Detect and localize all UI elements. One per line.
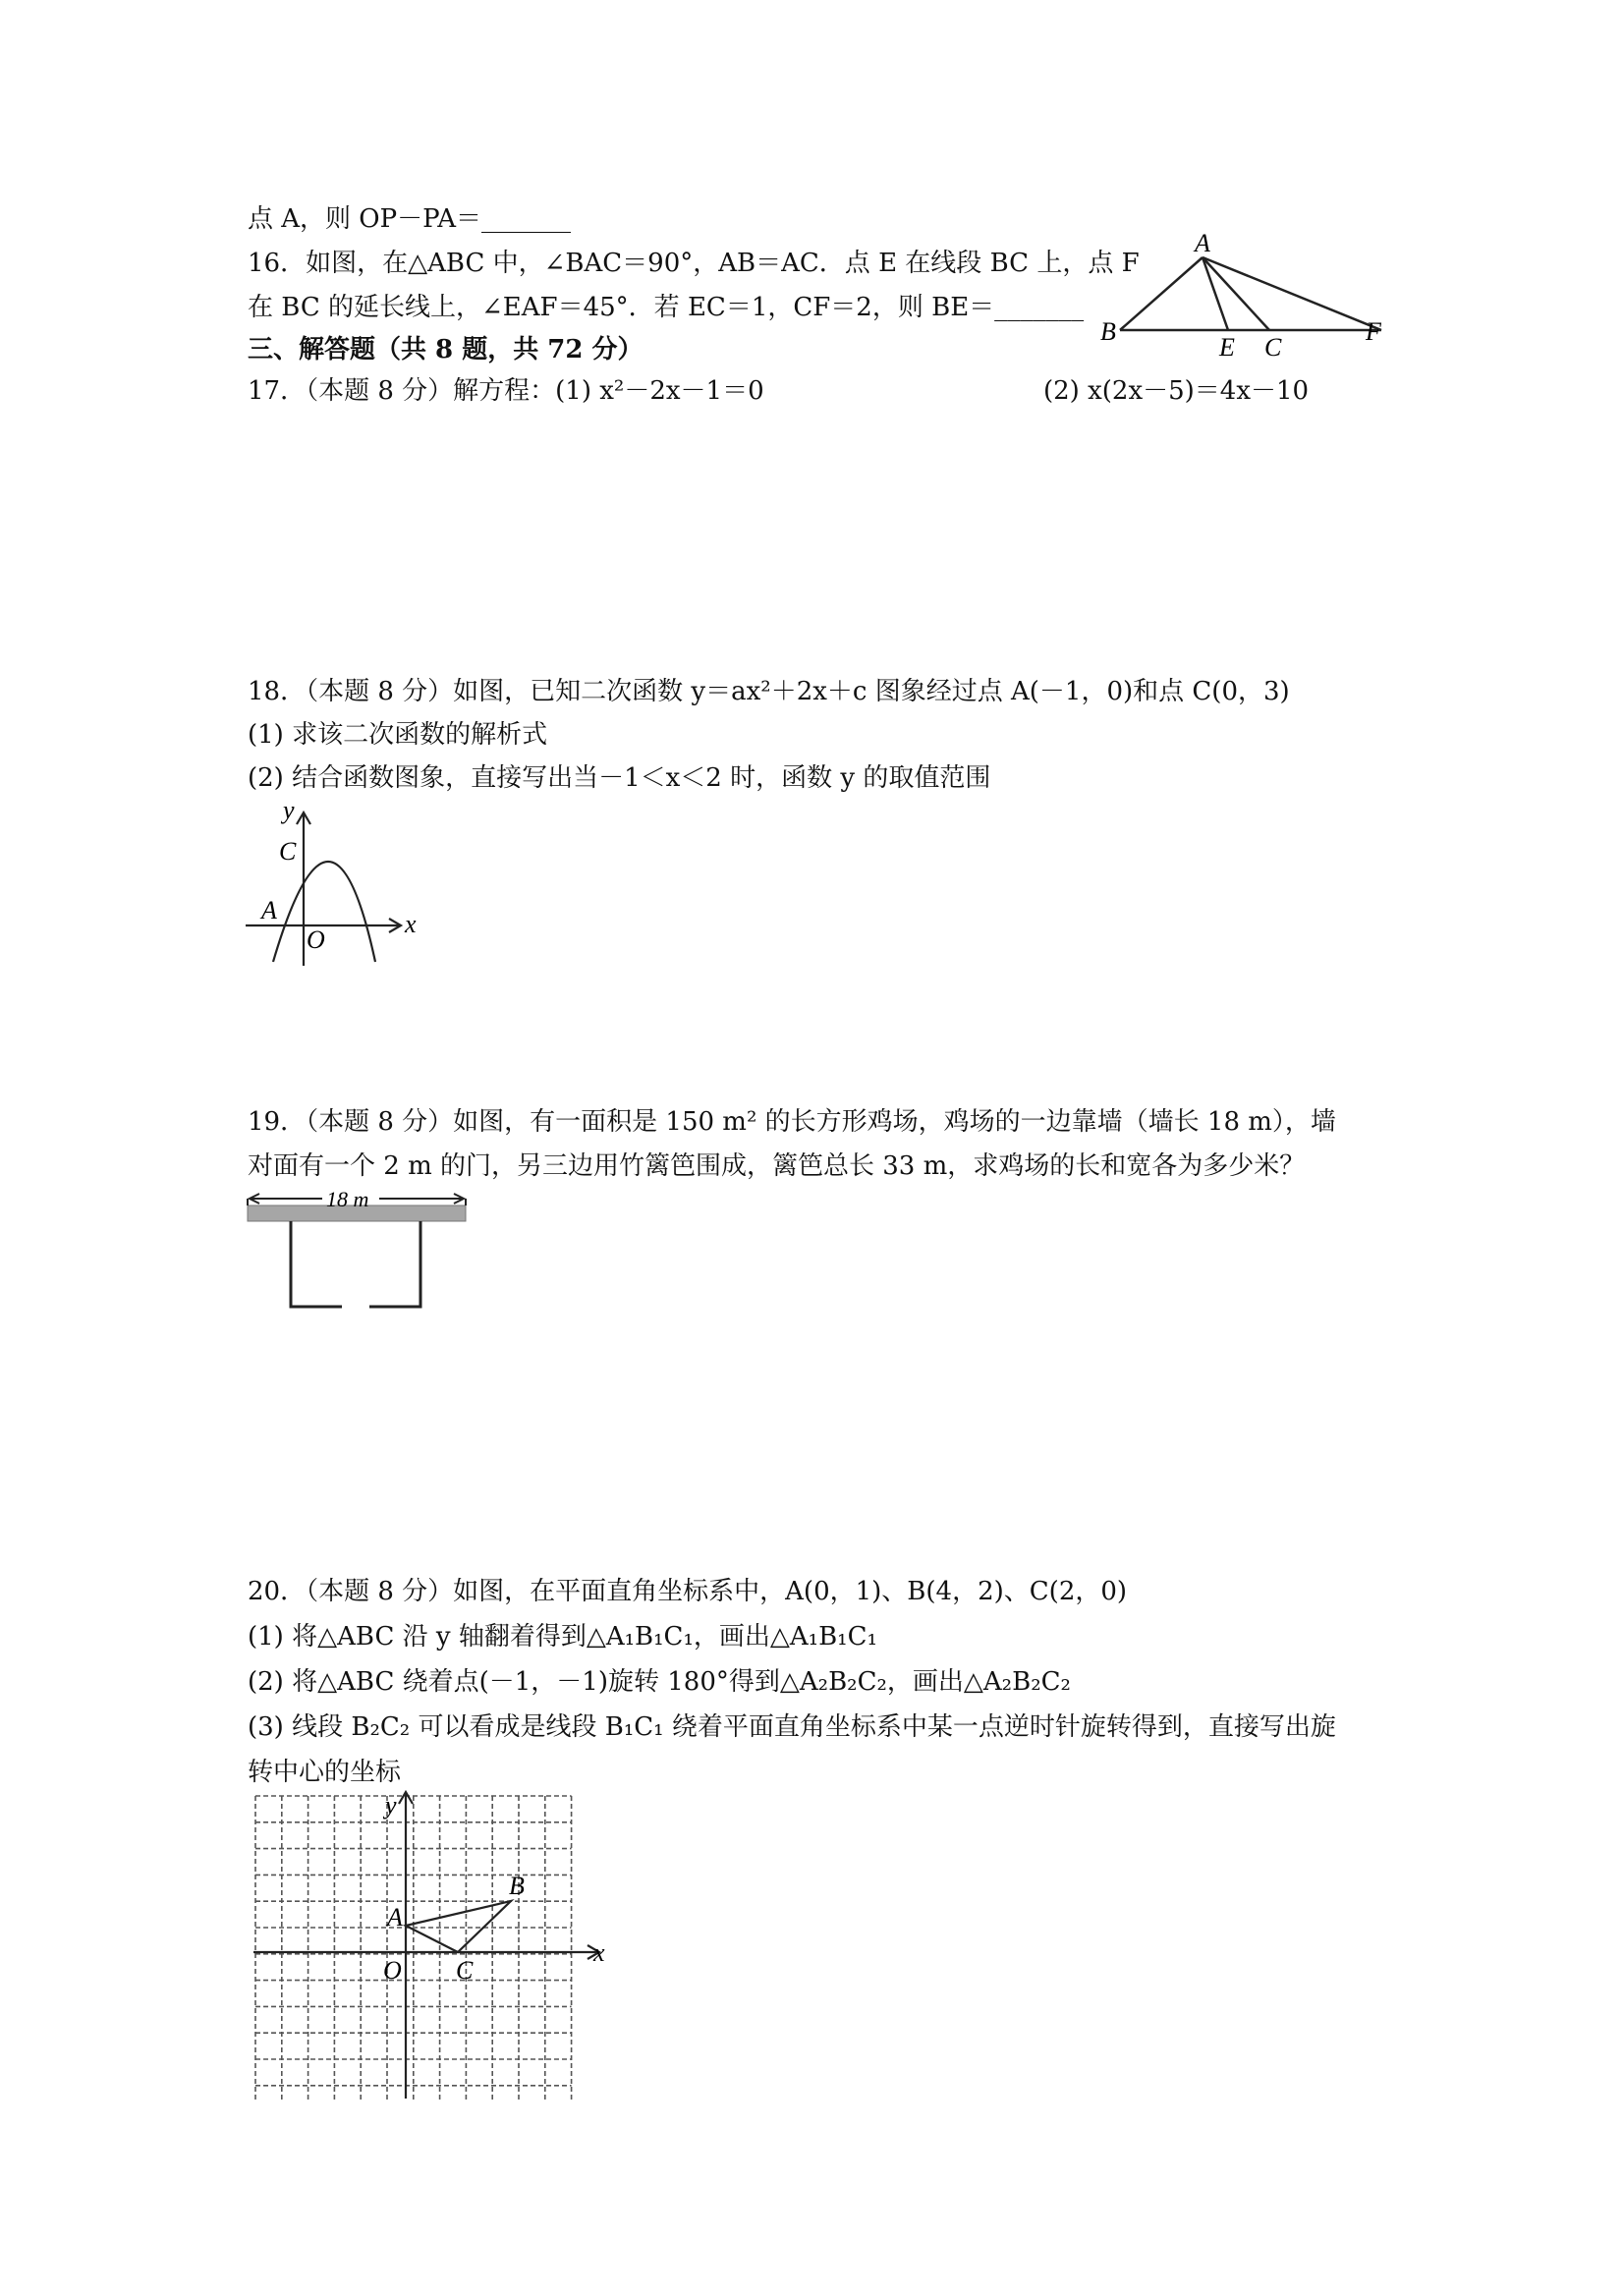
label-o: O	[307, 925, 325, 954]
q17-part-2: (2) x(2x－5)＝4x－10	[1043, 376, 1310, 406]
label-e: E	[1219, 333, 1235, 362]
q20-grid-figure	[248, 1788, 621, 2102]
axis-y-label: y	[283, 801, 295, 824]
q18-part-2: (2) 结合函数图象，直接写出当－1＜x＜2 时，函数 y 的取值范围	[248, 763, 991, 793]
axis-x-label: x	[405, 910, 417, 938]
q15-tail: 点 A，则 OP－PA＝_______	[248, 204, 571, 234]
axis-x-label: x	[593, 1938, 605, 1967]
q20-part-2: (2) 将△ABC 绕着点(－1，－1)旋转 180°得到△A₂B₂C₂，画出△A₂B₂C₂	[248, 1667, 1071, 1697]
label-o: O	[383, 1956, 402, 1985]
q17-part-1: 17．（本题 8 分）解方程：(1) x²－2x－1＝0	[248, 376, 764, 406]
label-f: F	[1366, 317, 1381, 346]
label-c: C	[279, 837, 297, 866]
dashed-grid	[255, 1796, 572, 2102]
label-a: A	[387, 1903, 403, 1932]
label-b: B	[1100, 317, 1116, 346]
q16-line-2: 在 BC 的延长线上，∠EAF＝45°．若 EC＝1，CF＝2，则 BE＝_______	[248, 293, 1085, 322]
label-c: C	[456, 1956, 474, 1985]
label-a: A	[261, 896, 277, 924]
q18-parabola-figure	[236, 801, 432, 968]
q19-farm-figure	[244, 1184, 479, 1316]
axis-y-label: y	[385, 1791, 397, 1820]
wall-length-label: 18 m	[326, 1187, 369, 1211]
label-a: A	[1195, 229, 1210, 257]
q16-line-1: 16．如图，在△ABC 中，∠BAC＝90°，AB＝AC．点 E 在线段 BC 上，点 F	[248, 249, 1140, 278]
q20-part-3-cont: 转中心的坐标	[248, 1758, 402, 1787]
label-b: B	[509, 1872, 525, 1900]
q18-stem: 18．（本题 8 分）如图，已知二次函数 y＝ax²＋2x＋c 图象经过点 A(－1，0)和点 C(0，3)	[248, 677, 1290, 706]
q18-part-1: (1) 求该二次函数的解析式	[248, 720, 548, 750]
q20-part-3: (3) 线段 B₂C₂ 可以看成是线段 B₁C₁ 绕着平面直角坐标系中某一点逆时针旋转得到，直接写出旋	[248, 1712, 1336, 1742]
section-heading: 三、解答题（共 8 题，共 72 分）	[248, 335, 644, 364]
q19-line-2: 对面有一个 2 m 的门，另三边用竹篱笆围成，篱笆总长 33 m，求鸡场的长和宽各为多少米？	[248, 1151, 1306, 1181]
q16-triangle-figure	[1100, 224, 1405, 362]
q19-line-1: 19．（本题 8 分）如图，有一面积是 150 m² 的长方形鸡场，鸡场的一边靠墙（墙长 18 m），墙	[248, 1107, 1336, 1137]
label-c: C	[1264, 333, 1282, 362]
q20-part-1: (1) 将△ABC 沿 y 轴翻着得到△A₁B₁C₁，画出△A₁B₁C₁	[248, 1622, 877, 1652]
q20-stem: 20．（本题 8 分）如图，在平面直角坐标系中，A(0，1)、B(4，2)、C(2，0)	[248, 1577, 1128, 1606]
